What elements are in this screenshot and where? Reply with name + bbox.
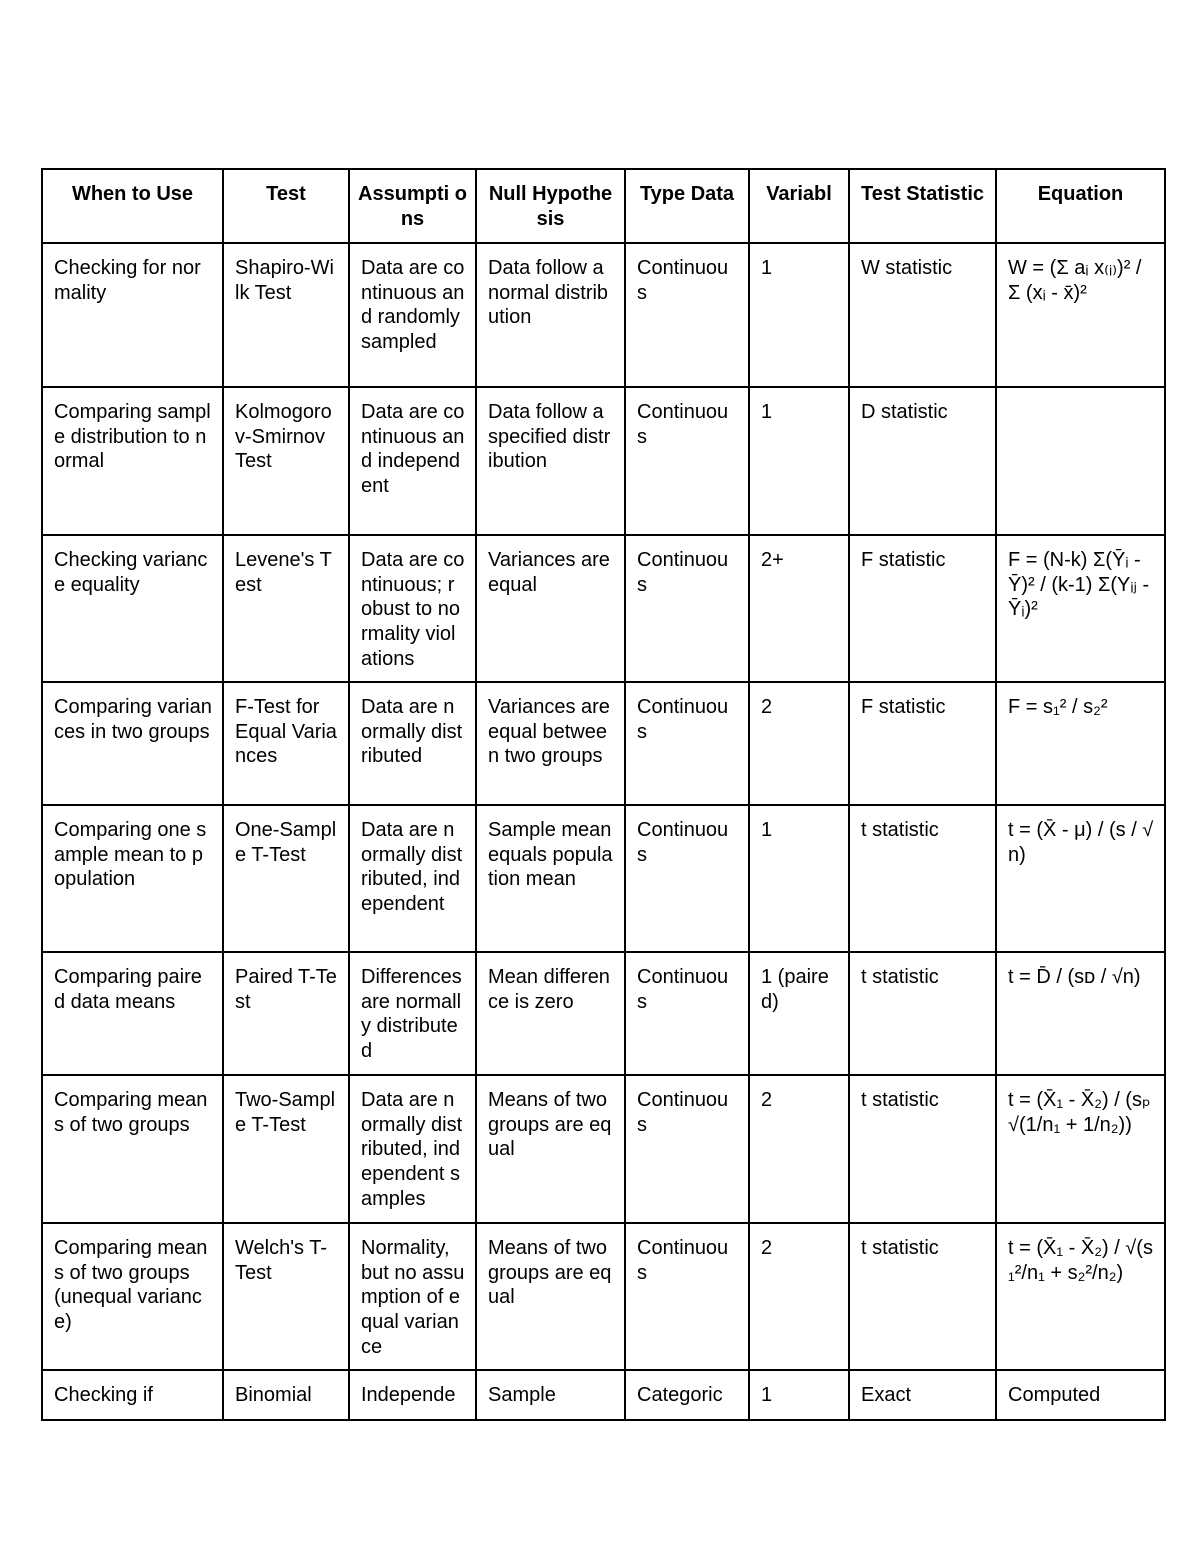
- cell-type-data: Continuous: [625, 1075, 749, 1223]
- cell-test-statistic: t statistic: [849, 805, 996, 952]
- cell-variables: 1 (paired): [749, 952, 849, 1075]
- cell-variables: 2: [749, 1223, 849, 1370]
- header-test-statistic: Test Statistic: [849, 169, 996, 243]
- table-row: [42, 387, 1165, 535]
- table-row: [42, 1075, 1165, 1223]
- cell-type-data: Categoric: [625, 1370, 749, 1420]
- cell-when-to-use: Comparing variances in two groups: [42, 682, 223, 805]
- header-type-data: Type Data: [625, 169, 749, 243]
- cell-equation: [996, 387, 1165, 535]
- cell-when-to-use: Comparing means of two groups: [42, 1075, 223, 1223]
- cell-when-to-use: Checking variance equality: [42, 535, 223, 682]
- cell-null-hypothesis: Sample mean equals population mean: [476, 805, 625, 952]
- cell-test-statistic: t statistic: [849, 1075, 996, 1223]
- table-row: [42, 805, 1165, 952]
- cell-null-hypothesis: Variances are equal between two groups: [476, 682, 625, 805]
- table-row: [42, 952, 1165, 1075]
- cell-null-hypothesis: Sample: [476, 1370, 625, 1420]
- cell-when-to-use: Comparing one sample mean to population: [42, 805, 223, 952]
- cell-null-hypothesis: Data follow a specified distribution: [476, 387, 625, 535]
- cell-when-to-use: Checking if: [42, 1370, 223, 1420]
- cell-test-statistic: Exact: [849, 1370, 996, 1420]
- cell-type-data: Continuous: [625, 952, 749, 1075]
- cell-variables: 2+: [749, 535, 849, 682]
- cell-assumptions: Data are normally distributed, independent samples: [349, 1075, 476, 1223]
- cell-when-to-use: Comparing means of two groups (unequal variance): [42, 1223, 223, 1370]
- cell-variables: 1: [749, 387, 849, 535]
- cell-type-data: Continuous: [625, 243, 749, 387]
- cell-equation: F = (N-k) Σ(Ȳᵢ - Ȳ)² / (k-1) Σ(Yᵢⱼ - Ȳᵢ)²: [996, 535, 1165, 682]
- cell-variables: 1: [749, 805, 849, 952]
- cell-test: Welch's T-Test: [223, 1223, 349, 1370]
- cell-equation: F = s₁² / s₂²: [996, 682, 1165, 805]
- table-row: [42, 682, 1165, 805]
- cell-null-hypothesis: Data follow a normal distribution: [476, 243, 625, 387]
- cell-assumptions: Differences are normally distributed: [349, 952, 476, 1075]
- cell-test-statistic: F statistic: [849, 682, 996, 805]
- cell-test-statistic: t statistic: [849, 952, 996, 1075]
- header-equation: Equation: [996, 169, 1165, 243]
- cell-variables: 1: [749, 243, 849, 387]
- cell-equation: t = D̄ / (sᴅ / √n): [996, 952, 1165, 1075]
- cell-test: Two-Sample T-Test: [223, 1075, 349, 1223]
- cell-assumptions: Data are normally distributed: [349, 682, 476, 805]
- cell-assumptions: Data are continuous and independent: [349, 387, 476, 535]
- cell-test-statistic: t statistic: [849, 1223, 996, 1370]
- cell-test: One-Sample T-Test: [223, 805, 349, 952]
- cell-type-data: Continuous: [625, 1223, 749, 1370]
- cell-equation: Computed: [996, 1370, 1165, 1420]
- cell-variables: 1: [749, 1370, 849, 1420]
- cell-assumptions: Data are continuous and randomly sampled: [349, 243, 476, 387]
- cell-equation: W = (Σ aᵢ x₍ᵢ₎)² / Σ (xᵢ - x̄)²: [996, 243, 1165, 387]
- cell-assumptions: Normality, but no assumption of equal variance: [349, 1223, 476, 1370]
- cell-when-to-use: Comparing sample distribution to normal: [42, 387, 223, 535]
- cell-test-statistic: W statistic: [849, 243, 996, 387]
- cell-test: Levene's Test: [223, 535, 349, 682]
- cell-test: Paired T-Test: [223, 952, 349, 1075]
- cell-when-to-use: Checking for normality: [42, 243, 223, 387]
- header-when-to-use: When to Use: [42, 169, 223, 243]
- header-null-hypothesis: Null Hypothesis: [476, 169, 625, 243]
- cell-assumptions: Data are normally distributed, independent: [349, 805, 476, 952]
- cell-test: F-Test for Equal Variances: [223, 682, 349, 805]
- cell-assumptions: Data are continuous; robust to normality violations: [349, 535, 476, 682]
- cell-null-hypothesis: Variances are equal: [476, 535, 625, 682]
- table-row: [42, 1370, 1165, 1420]
- cell-equation: t = (X̄ - μ) / (s / √n): [996, 805, 1165, 952]
- cell-type-data: Continuous: [625, 682, 749, 805]
- cell-null-hypothesis: Mean difference is zero: [476, 952, 625, 1075]
- cell-variables: 2: [749, 1075, 849, 1223]
- cell-test: Kolmogorov-Smirnov Test: [223, 387, 349, 535]
- cell-type-data: Continuous: [625, 535, 749, 682]
- table-row: [42, 1223, 1165, 1370]
- cell-when-to-use: Comparing paired data means: [42, 952, 223, 1075]
- cell-test: Shapiro-Wilk Test: [223, 243, 349, 387]
- table-row: [42, 535, 1165, 682]
- table-row: [42, 243, 1165, 387]
- table-header-row: [42, 169, 1165, 243]
- cell-variables: 2: [749, 682, 849, 805]
- statistical-tests-table: [41, 168, 1166, 1421]
- cell-equation: t = (X̄₁ - X̄₂) / √(s₁²/n₁ + s₂²/n₂): [996, 1223, 1165, 1370]
- cell-null-hypothesis: Means of two groups are equal: [476, 1075, 625, 1223]
- cell-type-data: Continuous: [625, 387, 749, 535]
- header-assumptions: Assumpti ons: [349, 169, 476, 243]
- cell-type-data: Continuous: [625, 805, 749, 952]
- header-variables: Variabl: [749, 169, 849, 243]
- cell-test-statistic: D statistic: [849, 387, 996, 535]
- cell-assumptions: Independe: [349, 1370, 476, 1420]
- cell-equation: t = (X̄₁ - X̄₂) / (sₚ √(1/n₁ + 1/n₂)): [996, 1075, 1165, 1223]
- cell-test-statistic: F statistic: [849, 535, 996, 682]
- header-test: Test: [223, 169, 349, 243]
- cell-test: Binomial: [223, 1370, 349, 1420]
- cell-null-hypothesis: Means of two groups are equal: [476, 1223, 625, 1370]
